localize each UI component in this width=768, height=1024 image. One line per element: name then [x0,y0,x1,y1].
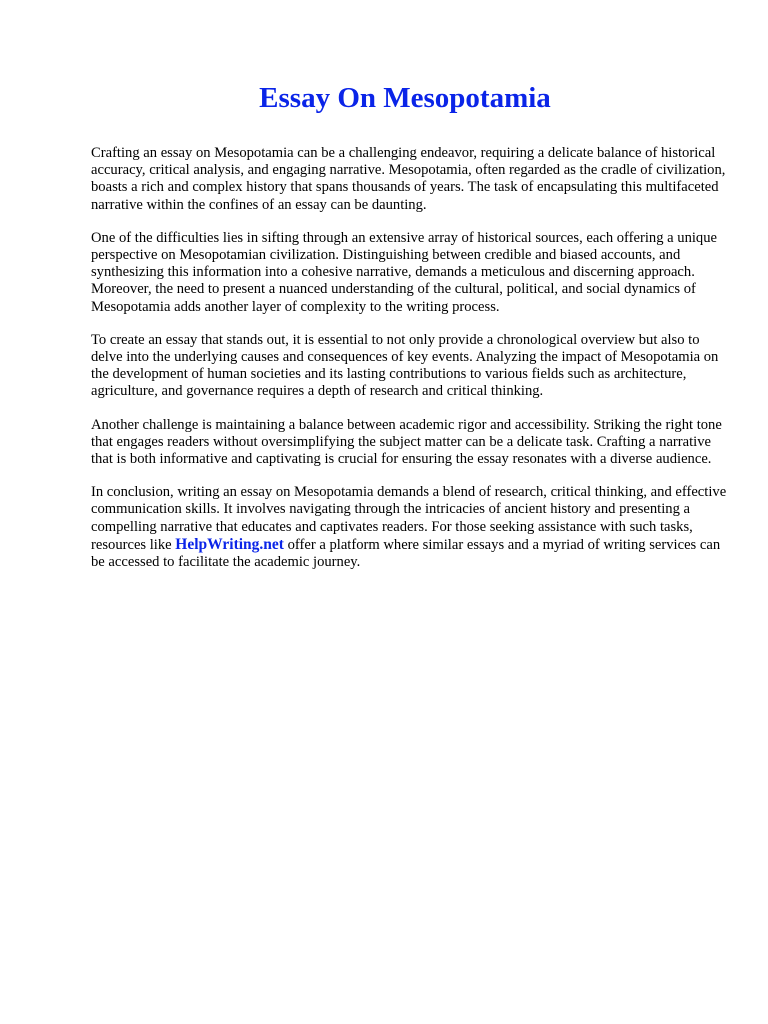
paragraph-2: One of the difficulties lies in sifting through an extensive array of historical sources, each offering a unique perspective on Mesopotamian civilization. Distinguishing between credible and biased accounts, and synthesizing this information into a cohesive narrative, demands a meticulous and discerning approach. Moreover, the need to present a nuanced understanding of the cultural, political, and social dynamics of Mesopotamia adds another layer of complexity to the writing process. [91,229,717,315]
paragraph-4: Another challenge is maintaining a balance between academic rigor and accessibility. Striking the right tone that engages readers without oversimplifying the subject matter can be a delicate task. Crafting a narrative that is both informative and captivating is crucial for ensuring the essay resonates with a diverse audience. [91,416,722,468]
page-title: Essay On Mesopotamia [259,82,551,114]
paragraph-3: To create an essay that stands out, it is essential to not only provide a chronological overview but also to delve into the underlying causes and consequences of key events. Analyzing the impact of Mesopotamia on the development of human societies and its lasting contributions to various fields such as architecture, agriculture, and governance requires a depth of research and critical thinking. [91,331,719,400]
paragraph-1: Crafting an essay on Mesopotamia can be a challenging endeavor, requiring a delicate balance of historical accuracy, critical analysis, and engaging narrative. Mesopotamia, often regarded as the cradle of civilization, boasts a rich and complex history that spans thousands of years. The task of encapsulating this multifaceted narrative within the confines of an essay can be daunting. [91,145,726,213]
paragraph-conclusion [91,484,731,571]
conclusion-text-after-link: offer a platform where similar essays and a myriad of writing services can be accessed to facilitate the academic journey. [91,536,721,571]
essay-body [91,145,731,587]
helpwriting-link[interactable]: HelpWriting.net [175,535,284,553]
conclusion-text-before-link: In conclusion, writing an essay on Mesopotamia demands a blend of research, critical thinking, and effective communication skills. It involves navigating through the intricacies of ancient history and presenting a compelling narrative that educates and captivates readers. For those seeking assistance with such tasks, resources like [91,484,727,553]
